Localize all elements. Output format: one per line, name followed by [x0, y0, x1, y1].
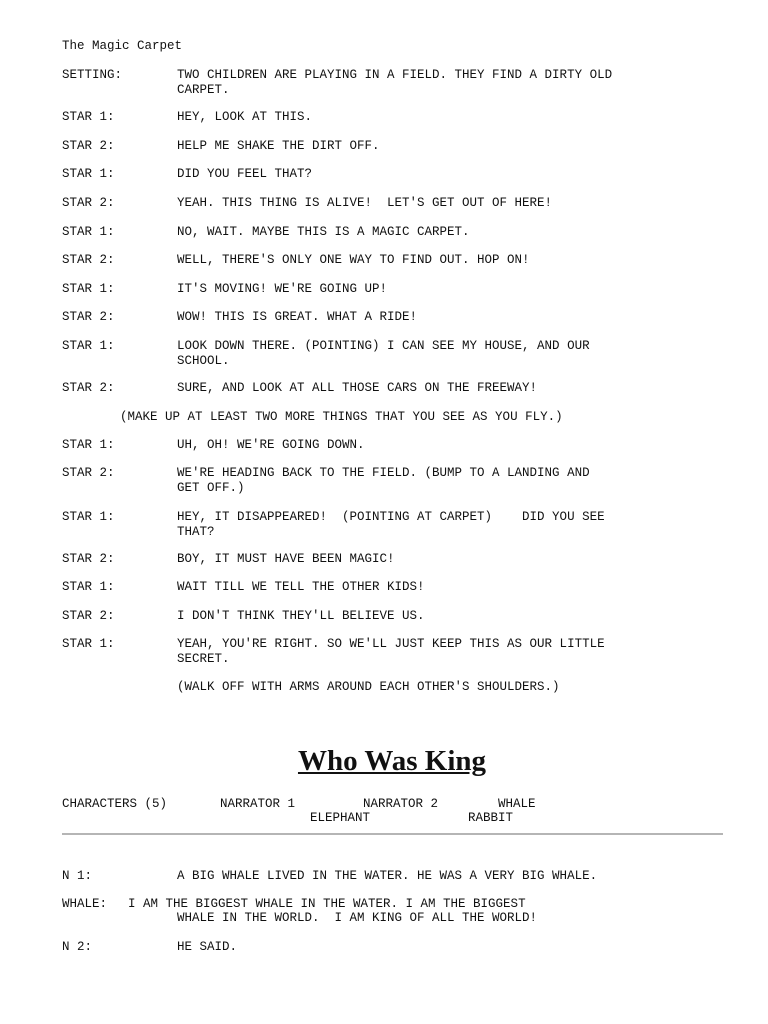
- speaker-label: STAR 2:: [62, 381, 115, 395]
- divider: [62, 833, 723, 835]
- speaker-label: SETTING:: [62, 68, 123, 82]
- speaker-label: STAR 1:: [62, 339, 115, 353]
- speaker-label: STAR 1:: [62, 110, 115, 124]
- dialogue-text: HEY, IT DISAPPEARED! (POINTING AT CARPET) DID YOU SEE THAT?: [177, 510, 605, 539]
- speaker-label: STAR 2:: [62, 139, 115, 153]
- stage-direction: (WALK OFF WITH ARMS AROUND EACH OTHER'S SHOULDERS.): [177, 680, 560, 694]
- dialogue-text: IT'S MOVING! WE'RE GOING UP!: [177, 282, 388, 296]
- dialogue-text: WE'RE HEADING BACK TO THE FIELD. (BUMP TO A LANDING AND GET OFF.): [177, 466, 590, 495]
- dialogue-text: A BIG WHALE LIVED IN THE WATER. HE WAS A VERY BIG WHALE.: [177, 869, 598, 883]
- dialogue-text: NO, WAIT. MAYBE THIS IS A MAGIC CARPET.: [177, 225, 470, 239]
- dialogue-text: YEAH. THIS THING IS ALIVE! LET'S GET OUT OF HERE!: [177, 196, 553, 210]
- speaker-label: STAR 2:: [62, 466, 115, 480]
- speaker-label: N 1:: [62, 869, 93, 883]
- stage-direction: (MAKE UP AT LEAST TWO MORE THINGS THAT YOU SEE AS YOU FLY.): [120, 410, 563, 424]
- speaker-label: STAR 2:: [62, 310, 115, 324]
- dialogue-text: WELL, THERE'S ONLY ONE WAY TO FIND OUT. HOP ON!: [177, 253, 530, 267]
- speaker-label: STAR 1:: [62, 438, 115, 452]
- speaker-label: STAR 2:: [62, 253, 115, 267]
- character-whale: WHALE: [498, 797, 536, 811]
- speaker-label: STAR 2:: [62, 609, 115, 623]
- speaker-label: STAR 2:: [62, 552, 115, 566]
- character-elephant: ELEPHANT: [310, 811, 371, 825]
- dialogue-text: HE SAID.: [177, 940, 238, 954]
- speaker-label: WHALE:: [62, 897, 108, 911]
- dialogue-text: DID YOU FEEL THAT?: [177, 167, 313, 181]
- dialogue-text: I DON'T THINK THEY'LL BELIEVE US.: [177, 609, 425, 623]
- play-title: Who Was King: [297, 745, 487, 777]
- speaker-label: STAR 1:: [62, 510, 115, 524]
- dialogue-text: LOOK DOWN THERE. (POINTING) I CAN SEE MY HOUSE, AND OUR SCHOOL.: [177, 339, 590, 368]
- speaker-label: STAR 1:: [62, 225, 115, 239]
- document-title: The Magic Carpet: [62, 39, 183, 53]
- character-rabbit: RABBIT: [468, 811, 514, 825]
- speaker-label: STAR 1:: [62, 167, 115, 181]
- dialogue-text: WHALE IN THE WORLD. I AM KING OF ALL THE WORLD!: [177, 911, 538, 925]
- dialogue-text: I AM THE BIGGEST WHALE IN THE WATER. I AM THE BIGGEST: [128, 897, 526, 911]
- dialogue-text: HEY, LOOK AT THIS.: [177, 110, 313, 124]
- dialogue-text: HELP ME SHAKE THE DIRT OFF.: [177, 139, 380, 153]
- speaker-label: STAR 1:: [62, 282, 115, 296]
- dialogue-text: BOY, IT MUST HAVE BEEN MAGIC!: [177, 552, 395, 566]
- speaker-label: STAR 1:: [62, 637, 115, 651]
- dialogue-text: TWO CHILDREN ARE PLAYING IN A FIELD. THEY FIND A DIRTY OLD CARPET.: [177, 68, 613, 97]
- character-narrator-2: NARRATOR 2: [363, 797, 439, 811]
- dialogue-text: YEAH, YOU'RE RIGHT. SO WE'LL JUST KEEP THIS AS OUR LITTLE SECRET.: [177, 637, 605, 666]
- dialogue-text: UH, OH! WE'RE GOING DOWN.: [177, 438, 365, 452]
- speaker-label: N 2:: [62, 940, 93, 954]
- character-narrator-1: NARRATOR 1: [220, 797, 296, 811]
- characters-label: CHARACTERS (5): [62, 797, 168, 811]
- dialogue-text: WOW! THIS IS GREAT. WHAT A RIDE!: [177, 310, 418, 324]
- speaker-label: STAR 2:: [62, 196, 115, 210]
- dialogue-text: SURE, AND LOOK AT ALL THOSE CARS ON THE FREEWAY!: [177, 381, 538, 395]
- speaker-label: STAR 1:: [62, 580, 115, 594]
- dialogue-text: WAIT TILL WE TELL THE OTHER KIDS!: [177, 580, 425, 594]
